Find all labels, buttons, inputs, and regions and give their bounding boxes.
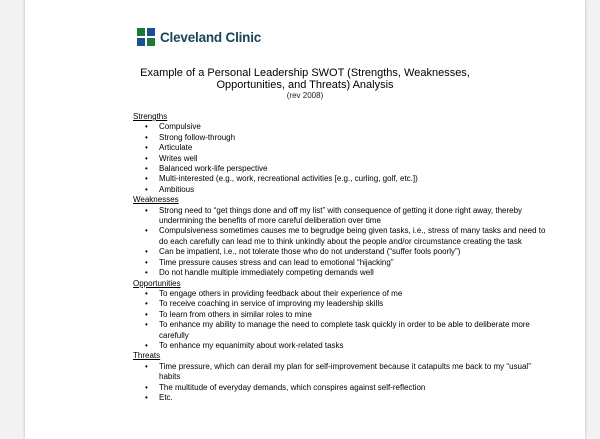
list-item: • To learn from others in similar roles to mine — [133, 310, 553, 320]
opportunities-section — [133, 279, 553, 352]
list-item: • Compulsive — [133, 122, 553, 132]
list-item: • Time pressure causes stress and can lead to emotional “hijacking” — [133, 258, 553, 268]
strengths-list — [133, 122, 553, 195]
revision-label: (rev 2008) — [286, 91, 324, 100]
title-line-1: Example of a Personal Leadership SWOT (Strengths, Weaknesses, — [140, 67, 470, 79]
list-item: • Time pressure, which can derail my plan for self-improvement because it catapults me back to my “usual” habits — [133, 362, 553, 383]
list-item: • Strong need to “get things done and off my list” with consequence of getting it done right away, thereby undermining the benefits of more careful deliberation over time — [133, 206, 553, 227]
opportunities-list — [133, 289, 553, 351]
list-item: • Articulate — [133, 143, 553, 153]
list-item: • Writes well — [133, 154, 553, 164]
logo-text: Cleveland Clinic — [160, 29, 262, 45]
weaknesses-list — [133, 206, 553, 279]
cleveland-clinic-logo-icon — [137, 28, 155, 46]
list-item: • Balanced work-life perspective — [133, 164, 553, 174]
list-item: • To receive coaching in service of improving my leadership skills — [133, 299, 553, 309]
list-item: • Do not handle multiple immediately competing demands well — [133, 268, 553, 278]
title-line-2: Opportunities, and Threats) Analysis — [216, 79, 394, 91]
list-item: • The multitude of everyday demands, which conspires against self-reflection — [133, 383, 553, 393]
list-item: • To enhance my equanimity about work-related tasks — [133, 341, 553, 351]
document-page — [25, 0, 585, 439]
list-item: • Can be impatient, i.e., not tolerate those who do not understand (“suffer fools poorly”) — [133, 247, 553, 257]
list-item: • To engage others in providing feedback about their experience of me — [133, 289, 553, 299]
list-item: • Ambitious — [133, 185, 553, 195]
strengths-section — [133, 112, 553, 195]
weaknesses-heading: Weaknesses — [133, 195, 179, 205]
list-item: • To enhance my ability to manage the need to complete task quickly in order to be able to deliberate more carefully — [133, 320, 553, 341]
weaknesses-section — [133, 195, 553, 278]
list-item: • Multi-interested (e.g., work, recreational activities [e.g., curling, golf, etc.]) — [133, 174, 553, 184]
list-item: • Strong follow-through — [133, 133, 553, 143]
list-item: • Etc. — [133, 393, 553, 403]
swot-content — [133, 112, 553, 403]
cleveland-clinic-logo — [137, 28, 261, 46]
document-title — [25, 67, 585, 101]
threats-list — [133, 362, 553, 404]
strengths-heading: Strengths — [133, 112, 168, 121]
list-item: • Compulsiveness sometimes causes me to begrudge being given tasks, i.e., stress of many tasks and need to do each carefully can lead me to think unkindly about the people and/or circumstance creating the task — [133, 226, 553, 247]
threats-heading: Threats — [133, 351, 161, 361]
opportunities-heading: Opportunities — [133, 278, 181, 288]
threats-section — [133, 351, 553, 403]
